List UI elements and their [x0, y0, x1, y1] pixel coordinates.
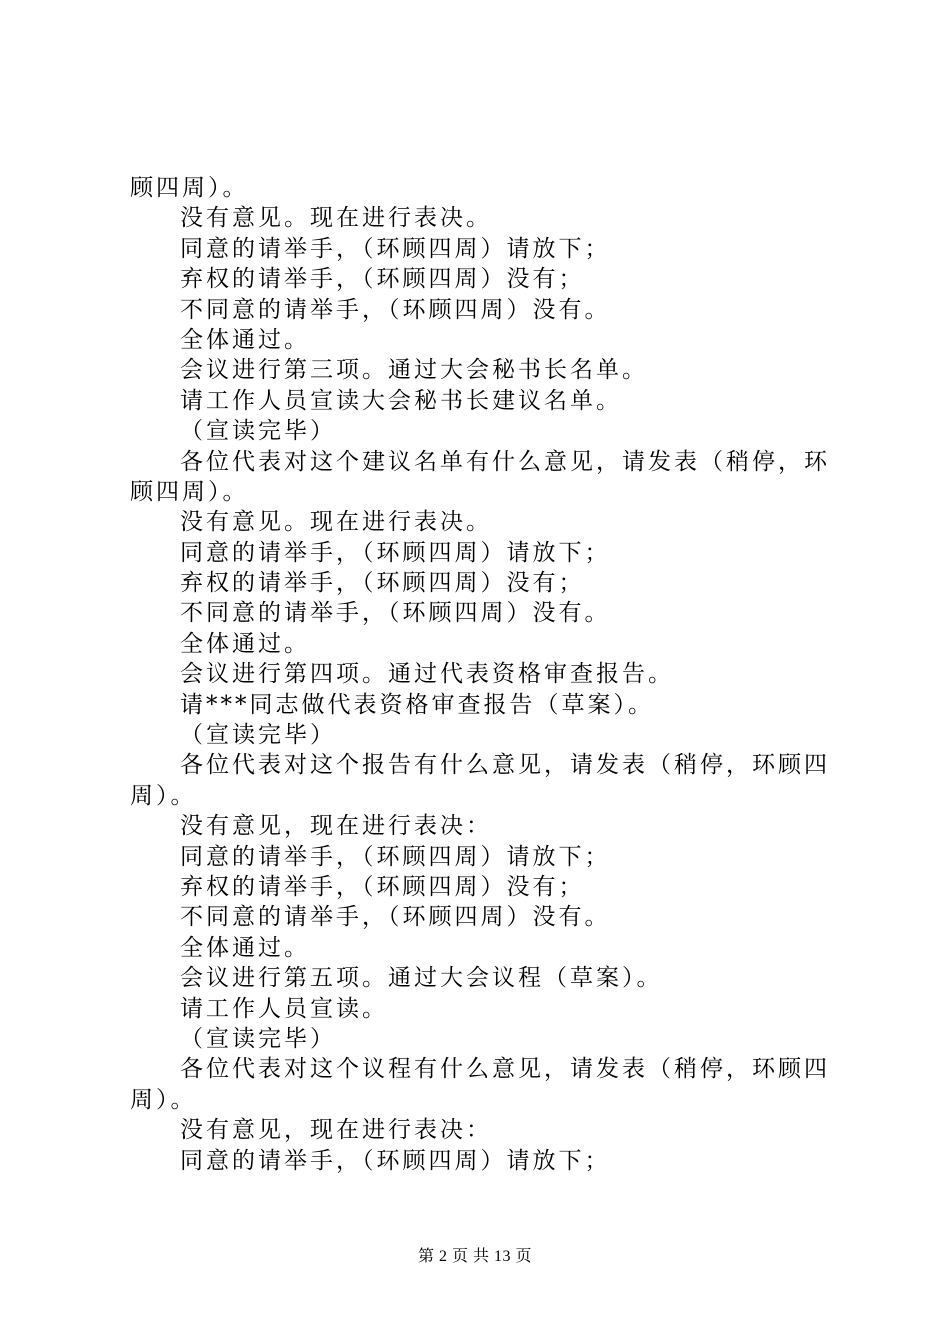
text-line: 会议进行第三项。通过大会秘书长名单。 [180, 357, 648, 384]
text-line: 各位代表对这个建议名单有什么意见，请发表（稍停，环 [180, 448, 830, 475]
text-line: 没有意见。现在进行表决。 [180, 509, 492, 536]
text-line: 弃权的请举手，（环顾四周）没有； [180, 570, 585, 597]
text-line: 不同意的请举手，（环顾四周）没有。 [180, 904, 611, 931]
document-body [130, 173, 835, 1176]
text-line: 全体通过。 [180, 326, 310, 353]
text-line: 没有意见。现在进行表决。 [180, 205, 492, 232]
text-line: 周）。 [130, 782, 197, 809]
text-line: 各位代表对这个议程有什么意见，请发表（稍停，环顾四 [180, 1056, 830, 1083]
text-line: 不同意的请举手，（环顾四周）没有。 [180, 296, 611, 323]
text-line: 会议进行第五项。通过大会议程（草案）。 [180, 965, 663, 992]
text-line: 同意的请举手，（环顾四周）请放下； [180, 539, 611, 566]
text-line: 顾四周）。 [130, 175, 249, 201]
text-line: 弃权的请举手，（环顾四周）没有； [180, 873, 585, 900]
text-line: （宣读完毕） [180, 1025, 336, 1052]
text-line: 同意的请举手，（环顾四周）请放下； [180, 843, 611, 870]
text-line: 全体通过。 [180, 630, 310, 657]
text-line: 同意的请举手，（环顾四周）请放下； [180, 1147, 611, 1174]
text-line: 各位代表对这个报告有什么意见，请发表（稍停，环顾四 [180, 752, 830, 779]
text-line: 没有意见，现在进行表决： [180, 1117, 492, 1144]
text-line: 请工作人员宣读大会秘书长建议名单。 [180, 387, 622, 414]
page-footer: 第 2 页 共 13 页 [417, 1248, 532, 1265]
text-line: 全体通过。 [180, 934, 310, 961]
text-line: （宣读完毕） [180, 418, 336, 445]
text-line: 没有意见，现在进行表决： [180, 813, 492, 840]
text-line: 弃权的请举手，（环顾四周）没有； [180, 266, 585, 293]
text-line: 请***同志做代表资格审查报告（草案）。 [180, 691, 654, 718]
text-line: 顾四周）。 [130, 478, 249, 505]
text-line: 同意的请举手，（环顾四周）请放下； [180, 235, 611, 262]
text-line: 请工作人员宣读。 [180, 995, 388, 1022]
text-line: 会议进行第四项。通过代表资格审查报告。 [180, 661, 674, 688]
text-line: （宣读完毕） [180, 722, 336, 749]
text-line: 不同意的请举手，（环顾四周）没有。 [180, 600, 611, 627]
text-line: 周）。 [130, 1086, 197, 1113]
